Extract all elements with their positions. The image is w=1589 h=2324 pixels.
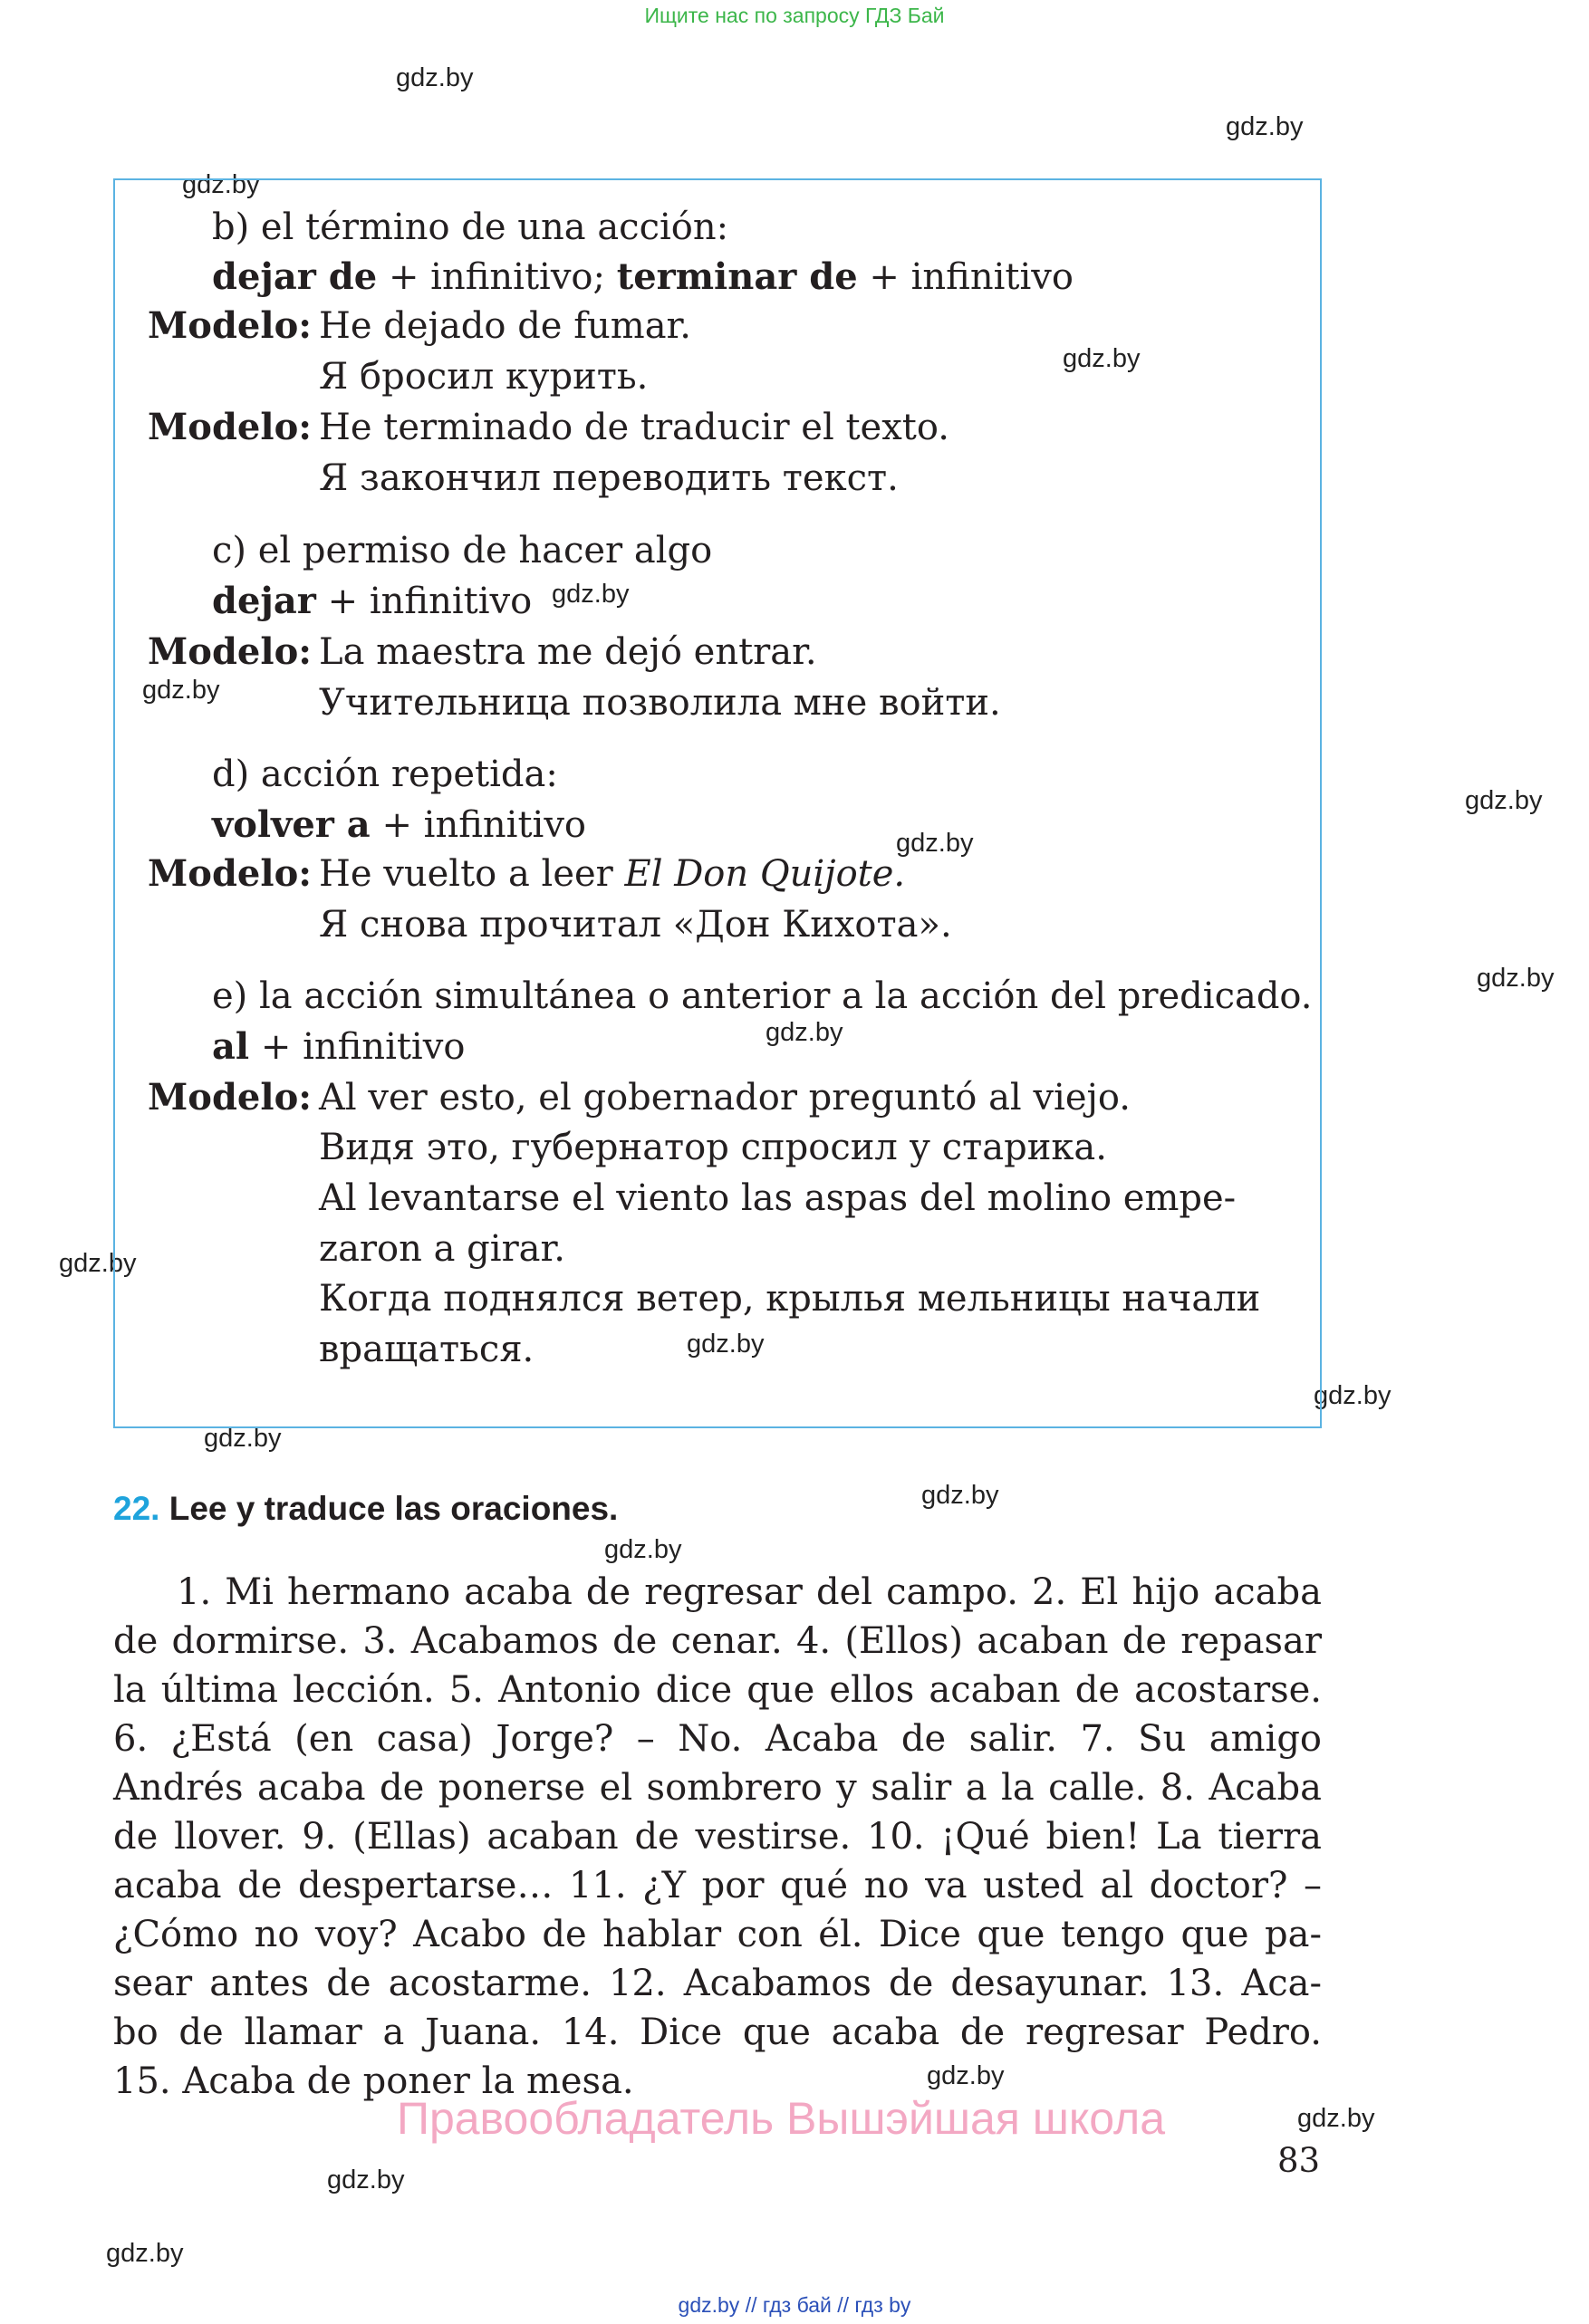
- section-d-heading: d) acción repetida:: [212, 754, 558, 795]
- copyright-notice: Правообладатель Вышэйшая школа: [397, 2093, 1165, 2144]
- section-d-formula: [212, 803, 586, 847]
- exercise-line: 6. ¿Está (en casa) Jorge? – No. Acaba de salir. 7. Su amigo: [113, 1718, 1322, 1760]
- formula-part: al: [212, 1025, 250, 1068]
- exercise-line: la última lección. 5. Antonio dice que ellos acaban de acostarse.: [113, 1669, 1322, 1711]
- exercise-line: bo de llamar a Juana. 14. Dice que acaba de regresar Pedro.: [113, 2012, 1322, 2053]
- model-line: Я закончил переводить текст.: [319, 457, 899, 499]
- exercise-title-text: Lee y traduce las oraciones.: [169, 1490, 619, 1527]
- formula-part: + infinitivo: [857, 256, 1074, 298]
- exercise-title: [113, 1490, 618, 1528]
- watermark: gdz.by: [1314, 1381, 1392, 1410]
- exercise-line: acaba de despertarse… 11. ¿Y por qué no va usted al doctor? –: [113, 1865, 1322, 1906]
- exercise-line: 1. Mi hermano acaba de regresar del campo. 2. El hijo acaba: [177, 1571, 1322, 1613]
- formula-part: dejar de: [212, 255, 378, 298]
- section-e-formula: [212, 1025, 465, 1069]
- watermark: gdz.by: [59, 1249, 137, 1278]
- model-line: [319, 852, 905, 896]
- exercise-number: 22.: [113, 1490, 160, 1527]
- watermark: gdz.by: [552, 580, 630, 609]
- model-line: He terminado de traducir el texto.: [319, 407, 949, 448]
- section-c-formula: [212, 580, 532, 623]
- watermark: gdz.by: [921, 1481, 999, 1510]
- model-label: Modelo:: [148, 304, 313, 347]
- model-line-prefix: He vuelto a leer: [319, 853, 625, 895]
- model-line: zaron a girar.: [319, 1228, 565, 1270]
- formula-part: dejar: [212, 580, 316, 622]
- formula-part: + infinitivo;: [377, 256, 617, 298]
- exercise-line: Andrés acaba de ponerse el sombrero y salir a la calle. 8. Acaba: [113, 1767, 1322, 1809]
- formula-part: volver a: [212, 803, 371, 846]
- formula-part: + infinitivo: [249, 1026, 466, 1068]
- model-line: Видя это, губернатор спросил у старика.: [319, 1127, 1107, 1168]
- watermark: gdz.by: [687, 1330, 765, 1359]
- model-label: Modelo:: [148, 1076, 313, 1119]
- watermark: gdz.by: [106, 2239, 184, 2268]
- watermark: gdz.by: [142, 676, 220, 705]
- page-number: 83: [1277, 2141, 1321, 2180]
- watermark: gdz.by: [396, 63, 474, 92]
- watermark: gdz.by: [1465, 786, 1543, 815]
- watermark: gdz.by: [1063, 344, 1141, 373]
- exercise-line: 15. Acaba de poner la mesa.: [113, 2060, 634, 2102]
- watermark: gdz.by: [182, 170, 260, 199]
- book-title: El Don Quijote.: [624, 853, 906, 895]
- model-line: вращаться.: [319, 1329, 534, 1370]
- watermark: gdz.by: [327, 2166, 405, 2194]
- top-banner: Ищите нас по запросу ГДЗ Бай: [644, 4, 945, 27]
- model-line: Al ver esto, el gobernador preguntó al viejo.: [319, 1077, 1131, 1119]
- bottom-banner: gdz.by // гдз бай // гдз by: [678, 2293, 911, 2317]
- section-b-heading: b) el término de una acción:: [212, 206, 729, 248]
- model-line: He dejado de fumar.: [319, 305, 691, 347]
- exercise-line: de llover. 9. (Ellas) acaban de vestirse. 10. ¡Qué bien! La tierra: [113, 1816, 1322, 1858]
- section-c-heading: c) el permiso de hacer algo: [212, 530, 713, 571]
- model-line: Учительница позволила мне войти.: [319, 682, 1001, 724]
- model-line: Я бросил курить.: [319, 356, 649, 398]
- model-line: Al levantarse el viento las aspas del molino empe-: [319, 1177, 1237, 1219]
- formula-part: + infinitivo: [370, 804, 587, 846]
- model-label: Modelo:: [148, 406, 313, 448]
- watermark: gdz.by: [204, 1424, 282, 1453]
- watermark: gdz.by: [927, 2061, 1005, 2090]
- watermark: gdz.by: [604, 1535, 682, 1564]
- watermark: gdz.by: [766, 1018, 843, 1047]
- model-line: Я снова прочитал «Дон Кихота».: [319, 904, 952, 946]
- watermark: gdz.by: [1226, 112, 1304, 141]
- exercise-line: de dormirse. 3. Acabamos de cenar. 4. (Ellos) acaban de repasar: [113, 1620, 1322, 1662]
- watermark: gdz.by: [1297, 2104, 1375, 2133]
- section-e-heading: e) la acción simultánea o anterior a la acción del predicado.: [212, 975, 1313, 1017]
- model-line: Когда поднялся ветер, крылья мельницы начали: [319, 1278, 1261, 1320]
- watermark: gdz.by: [1477, 964, 1555, 993]
- section-b-formula: [212, 255, 1074, 299]
- formula-part: + infinitivo: [315, 581, 533, 622]
- watermark: gdz.by: [896, 829, 974, 858]
- formula-part: terminar de: [616, 255, 858, 298]
- exercise-line: ¿Cómo no voy? Acabo de hablar con él. Dice que tengo que pa-: [113, 1914, 1322, 1955]
- model-label: Modelo:: [148, 852, 313, 895]
- model-label: Modelo:: [148, 630, 313, 673]
- exercise-line: sear antes de acostarme. 12. Acabamos de desayunar. 13. Aca-: [113, 1963, 1322, 2004]
- model-line: La maestra me dejó entrar.: [319, 631, 817, 673]
